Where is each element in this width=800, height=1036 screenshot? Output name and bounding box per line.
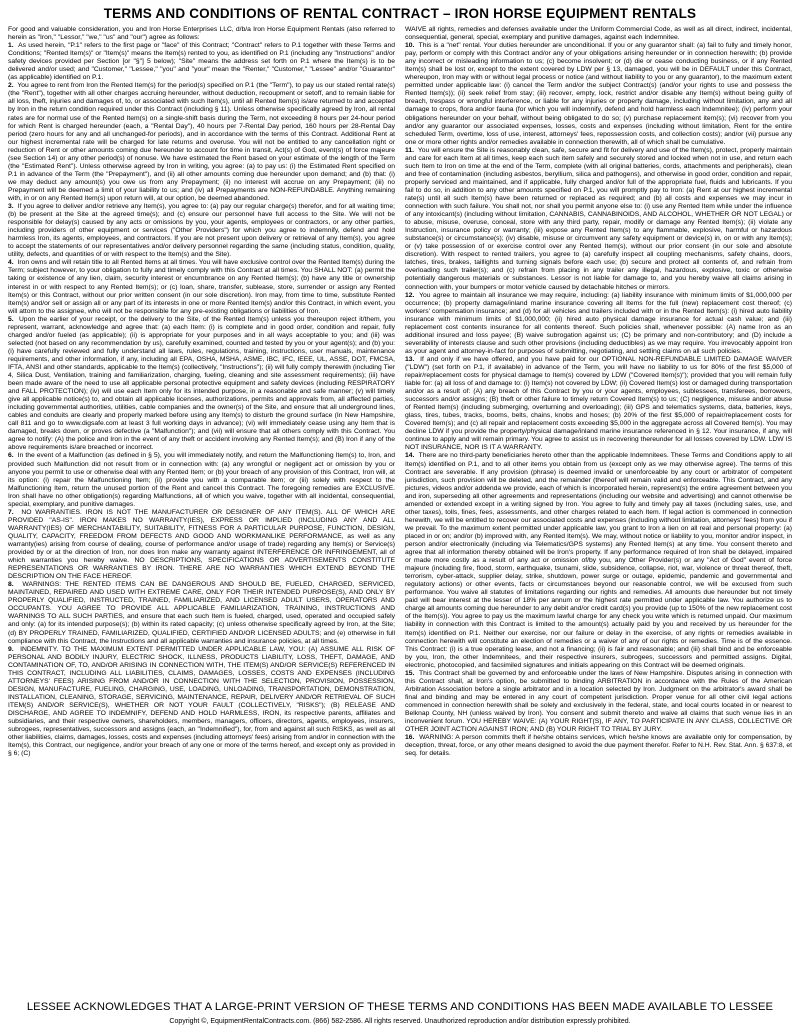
section-text: INDEMNITY. TO THE MAXIMUM EXTENT PERMITTED UNDER APPLICABLE LAW, YOU: (A) ASSUME ALL RISK OF PERSONAL AND BODILY INJURY, ELECTRIC SHOCK, ILLNESS, PRODUCTS LIABILITY, LOSS, THEFT, DAMAGE, AND CONTAMINATION OF, TO, AND/OR ARISING IN CONNECTION WITH, THE ITEM(S) AND/OR SERVICE(S) REFERENCED IN THIS CONTRACT, INCLUDING ALL LIABILITIES, CLAIMS, DAMAGES, LOSSES, COSTS AND EXPENSES (INCLUDING ATTORNEYS' FEES) ARISING FROM AND/OR IN CONNECTION WITH THE SELECTION, PROVISION, POSSESSION, DESIGN, MANUFACTURE, FUELING, CHARGING, USE, LOADING, UNLOADING, TRANSPORTATION, DEMONSTRATION, INSTALLATION, CLEANING, STORAGE, SERVICING, MAINTENANCE, REPAIR, DELIVERY AND/OR RETRIEVAL OF SUCH ITEM(S) AND/OR SERVICE(S), WHETHER OR NOT YOUR FAULT (COLLECTIVELY, "RISKS"); (B) RELEASE AND DISCHARGE, AND AGREE TO INDEMNIFY, DEFEND AND HOLD HARMLESS, IRON, its respective parents, affiliates and subsidiaries, and their respective owners, shareholders, members, managers, officers, directors, agents, employees, insurers, subrogees, representatives, successors and assigns (each, an "Indemnified"), for, from and against all such RISKS, as well as all other liabilities, claims, damages, losses, costs and expenses (including attorneys' fees) arising from and/or in connection with the Item(s), this Contract, our negligence, and/or your breach of any one or more of the terms hereof, and except only as provided in § 6; (C) <box>8 645 395 758</box>
section-number: 10. <box>405 42 415 50</box>
contract-section <box>8 581 395 645</box>
contract-document <box>8 4 792 1032</box>
section-number: 7. <box>8 508 14 516</box>
contract-section <box>405 734 792 758</box>
section-text: For good and valuable consideration, you and Iron Horse Enterprises LLC, d/b/a Iron Horse Equipment Rentals (also referred to herein as "Iron," "Lessor," "we," "us" and "our") agree as follows: <box>8 26 395 42</box>
section-number: 15. <box>405 669 415 677</box>
large-print-acknowledgement: LESSEE ACKNOWLEDGES THAT A LARGE-PRINT VERSION OF THESE TERMS AND CONDITIONS HAS BEEN MADE AVAILABLE TO LESSEE <box>26 1001 774 1013</box>
section-number: 11. <box>405 146 415 154</box>
contract-section <box>8 509 395 581</box>
contract-section <box>405 670 792 734</box>
section-text: WAIVE all rights, remedies and defenses available under the Uniform Commercial Code, as well as all direct, indirect, incidental, consequential, general, special, exemplary and punitive damages, against each Indemnitee. <box>405 26 792 42</box>
section-text: Upon the earlier of your receipt, or the delivery to the Site, of the Rented Item(s) unless you thereupon reject it/them, you represent, warrant, acknowledge and agree that: (a) each Item: (i) is complete and in good order, condition and repair, fully charged and/or fueled (as applicable); (ii) is appropriate for your purposes and in all ways acceptable to you; and (iii) was selected (not based on any recommendation by us), carefully examined, counted and tested by you or your agent(s); and (b) you: (i) have carefully reviewed and fully understand all laws, rules, regulations, training, instructions, user manuals, maintenance requirements, and other information, if any, including all EPA, OSHA, MSHA, ASME, IBC, IFC, IEEE, UL, ASSE, DOT, FMCSA, IFTA, ANSI and other standards, applicable to the Item(s) (collectively, "Instructions"); (ii) will fully comply therewith (including Tier 4, Silica Dust, Ventilation, training and familiarization, charging, fueling, cleaning and site assessment requirements); (iii) have been made aware of the need to use all applicable personal protective equipment and safety devices (including RESPIRATORY and FALL PROTECTION); (iv) will use each Item only for its intended purpose, in a reasonable and safe manner; (v) will timely give all applicable notice(s) to, and obtain all applicable licenses, authorizations, permits and approvals from, all affected parties, including governmental authorities, utilities, cable companies and the owner(s) of the Site, and ensure that all underground lines, cables and conduits are clearly and properly marked before using any Item(s) to disturb the ground surface (In New Hampshire, call 811 and go to www.digsafe.com at least 3 full working days in advance); (vi) will immediately cease using any Item that is damaged, breaks down, or proves defective (a "Malfunction"); and (vii) will ensure that all others comply with this Contract. You agree to notify: (A) the police and Iron in the event of any theft or accident involving any Rented Item(s); and (B) Iron if any of the above requirements is/are breached or incorrect. <box>8 315 395 452</box>
section-number: 14. <box>405 452 415 460</box>
contract-section <box>8 42 395 82</box>
document-title: TERMS AND CONDITIONS OF RENTAL CONTRACT – IRON HORSE EQUIPMENT RENTALS <box>103 6 697 21</box>
section-number: 1. <box>8 42 14 50</box>
section-number: 3. <box>8 203 14 211</box>
section-text: WARNINGS: THE RENTED ITEMS CAN BE DANGEROUS AND SHOULD BE, FUELED, CHARGED, SERVICED, MAINTAINED, REPAIRED AND USED WITH EXTREME CARE, ONLY FOR THEIR INTENDED PURPOSE(S), AND ONLY BY PROPERLY QUALIFIED, INSTRUCTED, TRAINED, FAMILIARIZED, AND LICENSED ADULT USERS, OPERATORS AND OCCUPANTS. YOU AGREE TO PROVIDE ALL APPLICABLE FAMILIARIZATION, TRAINING, INSTRUCTIONS AND WARNINGS TO ALL SUCH PARTIES, and ensure that each such Item is fueled, charged, used, operated and occupied safely and only: (a) for its intended purpose(s); (b) within its rated capacity; (c) unless otherwise specifically agreed by Iron, at the Site; (d) BY PROPERLY TRAINED, FAMILIARIZED, QUALIFIED, CERTIFIED AND/OR LICENSED ADULTS; and (e) otherwise in full compliance with this Contract, the Instructions and all applicable warranties and insurance policies, at all times. <box>8 581 395 645</box>
section-text: You agree to maintain all insurance we may require, including: (a) liability insurance with minimum limits of $1,000,000 per occurrence; (b) property damage/inland marine insurance covering all Items for the full (new) replacement cost thereof; (c) workers' compensation insurance; and (d) for all vehicles and trailers included with or in the Rented Item(s): (i) hired auto liability insurance with minimum limits of $1,000,000; (ii) hired auto physical damage insurance for actual cash value; and (iii) replacement cost contents insurance for all contents thereof. Such policies shall, whenever possible: (A) name Iron as an additional insured and loss payee; (B) waive subrogation against us; (C) be primary and non-contributory; and (D) include a severability of interests clause and such other provisions (including deductibles) as we may require. You irrevocably appoint Iron as your agent and attorney-in-fact for purposes of submitting, negotiating, and settling claims on all such policies. <box>405 291 792 355</box>
section-text: NO WARRANTIES. IRON IS NOT THE MANUFACTURER OR DESIGNER OF ANY ITEM(S). ALL OF WHICH ARE PROVIDED "AS-IS". IRON MAKES NO WARRANTY(IES), EXPRESS OR IMPLIED (INCLUDING ANY AND ALL WARRANTY(IES) OF MERCHANTABILITY, SUITABILITY, FITNESS FOR A PARTICULAR PURPOSE, FUNCTION, DESIGN, QUALITY, CAPACITY, FREEDOM FROM DEFECTS AND GOOD AND WORKMANLIKE PERFORMANCE, as well as any warranty(ies) arising from course of dealing, course of performance and/or usage of trade) regarding any Item(s) or Service(s) provided by or at the direction of Iron, nor does Iron make any warranty against INTERFERENCE OR INFRINGEMENT, all of which warranties you hereby waive. NO DESCRIPTIONS, SPECIFICATIONS OR ADVERTISEMENTS CONSTITUTE REPRESENTATIONS OR WARRANTIES BY IRON. THERE ARE NO WARRANTIES WHICH EXTEND BEYOND THE DESCRIPTION ON THE FACE HEREOF. <box>8 508 395 581</box>
section-text: If you agree to deliver and/or retrieve any Item(s), you agree to: (a) pay our regular charge(s) therefor, and for all waiting time; (b) be present at the Site at the agreed time(s); and (c) ensure our personnel have full access to the Site. We will not be responsible for delay(s) caused by any acts or omissions by you, your agents, employees or contractors, or any other parties, including providers of other equipment or services ("Other Providers") for which you agree to indemnify, defend and hold harmless Iron, its agents, employees, and contractors. If you are not present upon delivery or retrieval of any Item(s), you agree to accept the statements of our representatives and/or delivery personnel regarding the same (including status, condition, quality, utility, defects, and quantities of or with respect to the Item(s) and the Site). <box>8 203 395 259</box>
contract-section <box>405 26 792 42</box>
contract-section <box>8 26 395 42</box>
section-text: You will ensure the Site is reasonably clean, safe, secure and fit for delivery and use of the Item(s), protect, properly maintain and care for each Item at all times, keep each such item safely and securely stored and locked when not in use, and return each such Item to Iron on time at the end of the Term, complete (with all original batteries, cords, attachments and peripherals), clean and free of contamination (including asbestos, beryllium, silica and pathogens), and otherwise in good order, condition and repair, properly serviced and maintained, and if applicable, fully charged and/or full of the appropriate fuel, fluids and lubricants. If you fail to do so, in addition to any other amounts specified on P.1, you will promptly pay to Iron: (a) Rent at our highest incremental rate(s) until all such Item(s) have been returned or replaced as required; and (b) all costs and expenses we may incur in connection with such failure. You shall not, nor shall you permit anyone else to: (i) use any Rented Item while under the influence of any intoxicant(s) (including without limitation, CANNABIS, CANNABINOIDS, AND ALCOHOL, WHETHER OR NOT LEGAL) or to abuse, misuse, overuse, conceal, store with any third party, repair, modify or damage any Rented Item(s); (ii) violate any Instruction, insurance policy or warranty; (iii) expose any Rented Item(s) to any flammable, explosive, harmful or hazardous substance(s) or circumstance(s); (iv) disable, misuse or circumvent any safety equipment or device(s) in, on or with any Item(s); or (v) take possession of or exercise control over any Rented Item(s), without our prior consent (in our sole and absolute discretion). With respect to rented trailers, you agree to (a) carefully inspect all coupling mechanisms, safety chains, doors, latches, tires, brakes, taillights and turning signals before each use; (b) secure and protect all contents of, and refrain from overloading such trailer(s); and (c) refrain from placing in any trailer any illegal, hazardous, explosive, toxic or otherwise potentially dangerous materials or substances. Lessor is not liable for damage to, and you hereby waive all claims arising in connection with, your bumpers or motor vehicle caused by detachable hitches or mirrors. <box>405 146 792 291</box>
section-number: 12. <box>405 291 415 299</box>
section-number: 13. <box>405 355 415 363</box>
contract-section <box>405 356 792 453</box>
contract-section <box>8 82 395 203</box>
section-number: 5. <box>8 315 14 323</box>
contract-section <box>8 203 395 259</box>
section-text: This Contract shall be governed by and enforceable under the laws of New Hampshire. Disputes arising in connection with this Contract shall, at Iron's option, be submitted to binding ARBITRATION in accordance with the Rules of the American Arbitration Association before a single arbitrator and in a location selected by Iron. Judgment on the arbitrator's award shall be final and binding and may be entered in any court of competent jurisdiction. Proper venue for all other civil legal actions commenced in connection herewith shall be solely and exclusively in the federal, state, and local courts located in or nearest to Belknap County, NH (unless waived by Iron). You consent and submit thereto and waive all claims that such venue lies in an inconvenient forum. YOU HEREBY WAIVE: (A) YOUR RIGHT(S), IF ANY, TO PARTICIPATE IN ANY CLASS, COLLECTIVE OR OTHER JOINT ACTION AGAINST IRON; AND (B) YOUR RIGHT TO TRIAL BY JURY. <box>405 669 792 734</box>
contract-section <box>8 316 395 453</box>
contract-section <box>8 259 395 315</box>
section-number: 16. <box>405 734 415 742</box>
section-text: You agree to rent from Iron the Rented Item(s) for the period(s) specified on P.1 (the "Term"), to pay us our stated rental rate(s) (the "Rent"), together with all other charges accruing hereunder, without deduction, recoupment or setoff, and to remain liable for all loss, theft, injuries and damages of, to, or associated with such Item(s), until all Rented Item(s) is/are returned to and accepted by Iron in the return condition required under this Contract (including § 11). Unless otherwise specifically agreed by Iron, all rental rates are for normal use of the Rented Item(s) on a single-shift basis during the Term, not exceeding 8 hours per 24-hour period for which Rent is charged hereunder (each, a "Rental Day"), 40 hours per 7-Rental Day period, 160 hours per 28-Rental Day period (zero hours for any and all unchanged-for periods), and in accordance with the terms of this Contract. Additional Rent at our highest incremental rate will be charged for late returns and overuse. You will not be entitled to any cancellation right or reduction of Rent or other amounts coming due hereunder to account for time in transit, Act(s) of God, event(s) of force majeure (see Section 14) or any other period(s) of nonuse. We have estimated the Rent based on your estimate of the length of the Term (the "Estimated Rent"). Unless otherwise agreed by Iron in writing, you agree: (a) to pay us: (i) the Estimated Rent specified on P.1 in advance of the Term (the "Prepayment"), and (ii) all other amounts coming due hereunder upon demand; and (b) that: (i) we may deduct any amount(s) you owe us from any Prepayment; (ii) no interest will accrue on any Prepayment; (iii) no Prepayment will be deemed a limit of your liability to us; and (iv) all Prepayments are NON-REFUNDABLE. Anything remaining with, in or on any Rented Item(s) upon return will, at our option, be deemed abandoned. <box>8 82 395 202</box>
section-text: If and only if we have offered, and you have paid for our OPTIONAL NON-REFUNDABLE LIMITED DAMAGE WAIVER ("LDW") (set forth on P.1, if available) in advance of the Term, you will have no liability to us for 80% of the first $5,000 of repair/replacement costs for physical damage to Item(s) covered by LDW ("Covered Item(s)"); provided that you will remain fully liable for: (a) all loss of and damage to: (i) Item(s) not covered by LDW; (ii) Covered Item(s) lost or damaged during transportation and/or as a result of: (A) any breach of this Contract by you or your agents, employees, sublessees, transferees, borrowers, successors and/or assigns; (B) theft or other failure to timely return Covered Item(s) to us; (C) negligence, misuse and/or abuse of Rented Item(s) (including submerging, overturning and overloading); (iii) GPS and telematics systems, data, batteries, keys, glass, tires, tubes, tracks, booms, belts, chains, knobs and hoses; (b) 20% of the first $5,000 of repair/replacement costs for Covered Item(s); and (c) all repair and replacement costs exceeding $5,000 in the aggregate across all Covered Item(s). You may decline LDW if you provide the property/physical damage/inland marine insurance referenced in § 12. Your insurance, if any, will continue to apply and will remain primary. You agree to assist us in recovering thereunder for all losses covered by LDW. LDW IS NOT INSURANCE, NOR IS IT A WARRANTY. <box>405 355 792 452</box>
section-text: In the event of a Malfunction (as defined in § 5), you will immediately notify, and return the Malfunctioning Item(s) to, Iron, and provided such Malfunction did not result from or in connection with: (a) any wrongful or negligent act or omission by you or anyone you permit to use or otherwise deal with any Rented Item; or (b) your breach of any provision of this Contract, Iron will, at its option: (i) repair the Malfunctioning Item; (ii) provide you with a comparable item; or (iii) solely with respect to the Malfunctioning Item, return the unused portion of the Rent and cancel this Contract. The foregoing remedies are EXCLUSIVE. Iron shall have no other obligation(s) regarding Malfunctions, all of which you waive, together with all incidental, consequential, special, exemplary, and punitive damages. <box>8 452 395 508</box>
contract-section <box>405 452 792 669</box>
section-number: 8. <box>8 581 14 589</box>
contract-section <box>405 147 792 292</box>
contract-section <box>8 452 395 508</box>
section-number: 6. <box>8 452 14 460</box>
section-text: As used herein, "P.1" refers to the first page or "face" of this Contract; "Contract" refers to P.1 together with these Terms and Conditions; "Rented Item(s)" or "Item(s)" means the Item(s) rented to you, as identified on P.1 (including any "Instructions" and/or safety devices provided per Section [or "§"] 5 below); "Site" means the address set forth on P.1 where the Item(s) is to be delivered and/or used; and "Customer," "Lessee," "you" and "your" mean the "Renter," "Customer," "Lessee" and/or "Guarantor" (as applicable) identified on P.1. <box>8 42 395 82</box>
contract-section <box>405 42 792 147</box>
section-number: 4. <box>8 259 14 267</box>
copyright-notice: Copyright ©, EquipmentRentalContracts.com. (866) 582-2586. All rights reserved. Unauthorized reproduction and/or distribution expressly prohibited. <box>169 1018 631 1025</box>
contract-section <box>405 292 792 356</box>
section-number: 9. <box>8 645 14 653</box>
section-text: WARNING: A person commits theft if he/she obtains services, which he/she knows are available only for compensation, by deception, threat, force, or any other means designed to avoid the due payment therefor. Refer to N.H. Rev. Stat. Ann. § 637:8, et seq. for details. <box>405 734 792 758</box>
section-number: 2. <box>8 82 14 90</box>
section-text: This is a "net" rental. Your duties hereunder are unconditional. If you or any guarantor shall: (a) fail to fully and timely honor, pay, perform or comply with this Contract and/or any of your obligations arising hereunder or in connection herewith; (b) provide any incorrect or misleading information to us; (c) become insolvent; or (d) die or cease conducting business, or if any Rented Item(s) shall be lost or, except to the extent covered by LDW per § 13, damaged, you will be in DEFAULT under this Contract, whereupon, Iron may with or without legal process or notice (and without liability to you or any guarantor), to the maximum extent permitted under applicable law: (i) cancel the Term and/or the subject Contract(s) (and/or your rights to use and possess the Rented Item(s)); (ii) seek relief from stay; (iii) recover, empty, lock, restrict and/or disable any Item(s) without being guilty of breach, trespass or wrongful interference, or liable for any injuries or property damage, including without limitation, any and all damage to crops, flora and/or fauna (for which you will indemnify, defend and hold harmless each Indemnitee); (iv) perform your obligations hereunder on your behalf, without being obligated to do so; (v) purchase replacement item(s); (vi) recover from you and/or any guarantor our associated expenses, losses, costs and expenses (including without limitation, Rent for the entire scheduled Term, overtime, loss of use, interest, attorneys' fees, repossession costs, and collection costs); and/or (vii) pursue any one or more other rights and/or remedies available in connection therewith, all of which shall be cumulative. <box>405 42 792 146</box>
section-text: There are no third-party beneficiaries hereto other than the applicable Indemnitees. These Terms and Conditions apply to all Item(s) identified on P.1, and to all other items you obtain from us (except only as we may otherwise agree). The terms of this Contract are severable. If any provision (phrase) is deemed invalid or unenforceable by any court or arbitrator of competent jurisdiction, such provision will be deleted, and the remainder (thereof will remain valid and enforceable. This Contract, and any pictures, videos and/or addenda we provide, each of which is incorporated herein, represent(s) the entire agreement between you and iron, superseding all other agreements and representations (including our website and advertising) and cannot otherwise be amended or extended except in a writing signed by Iron. You agree to fully and timely pay all taxes (including sales, use, and other taxes), tolls, fines, fees, assessments, and other charges related to each Item. If legal action is commenced in connection herewith, we will be entitled to recover our associated costs and expenses (including without limitation, attorneys' fees) from you if we prevail. To the maximum extent permitted under applicable law, you grant to Iron a lien on all real and personal property: (a) placed in or on; and/or (b) improved with, any Rented Item(s). We may, without notice or liability to you, monitor and/or inspect, in person and/or electronically (including via Telematics/GPS systems) any Rented Item(s) at any time. You consent thereto and agree that all information thereby obtained will be Iron's property. If any performance required of Iron shall be delayed, impaired or made more costly as a result of any act or omission of/by you, any Other Provider(s) or any "Act of God" event of force majeure (including fire, flood, storm, earthquake, tsunami, slide, subsidence, collapse, riot, war, violence or threat thereof, theft, terrorism, cyber-attack, supplier delay, strike, shutdown, power surge or outage, epidemic, pandemic and governmental and regulatory actions) or other events, facts or circumstances beyond our reasonable control, we will be excused from such performance. You waive all statutes of limitations regarding our rights and remedies. All amounts due hereunder but not timely paid will bear interest at the lesser of 18% per annum or the highest rate permitted under applicable law. You authorize us to charge all amounts coming due hereunder to any debit and/or credit card(s) you provide (up to 150% of the new replacement cost of the Item(s)). You agree to pay us the maximum lawful charge for any check you write which is returned unpaid. Our maximum liability in connection with this Contract is limited to the amount(s) actually paid by you and received by us hereunder for the Item(s) identified on P.1. Neither our exercise, nor our failure or delay in the exercise, of any rights or remedies available in connection herewith will constitute an election of remedies or a waiver of any of our rights or remedies. Time is of the essence. This Contract: (i) is a true operating lease, and not a financing; (ii) is fair and reasonable; and (iii) shall bind and be enforceable by you, Iron, the other Indemnitees, and their respective insurers, subrogees, successors and permitted assigns. Digital, electronic, photocopied, and facsimiled signatures and initials appearing on this Contract will be deemed originals. <box>405 452 792 669</box>
contract-section <box>8 646 395 759</box>
section-text: Iron owns and will retain title to all Rented Items at all times. You will have exclusive control over the Rented Item(s) during the Term; subject however, to your obligation to fully and timely comply with this Contract at all times. You SHALL NOT: (a) permit the taking or existence of any lien, claim, security interest or encumbrance on any Rented Item(s); (b) have any title or ownership interest in or with respect to any Rented Item(s); or (c) loan, share, transfer, sublease, store, surrender or assign any Rented Item(s) or this Contract, without our prior written consent (in our sole discretion). Iron may, from time to time, substitute Rented Item(s) and/or sell or assign all or any part of its interests in one or more Rented Item(s) and/or this Contract, in which event, you will attorn to the assignee, who will not be responsible for any pre-existing obligations or liabilities of Iron. <box>8 259 395 315</box>
terms-columns <box>8 26 792 998</box>
left-column <box>8 26 395 998</box>
right-column <box>405 26 792 998</box>
